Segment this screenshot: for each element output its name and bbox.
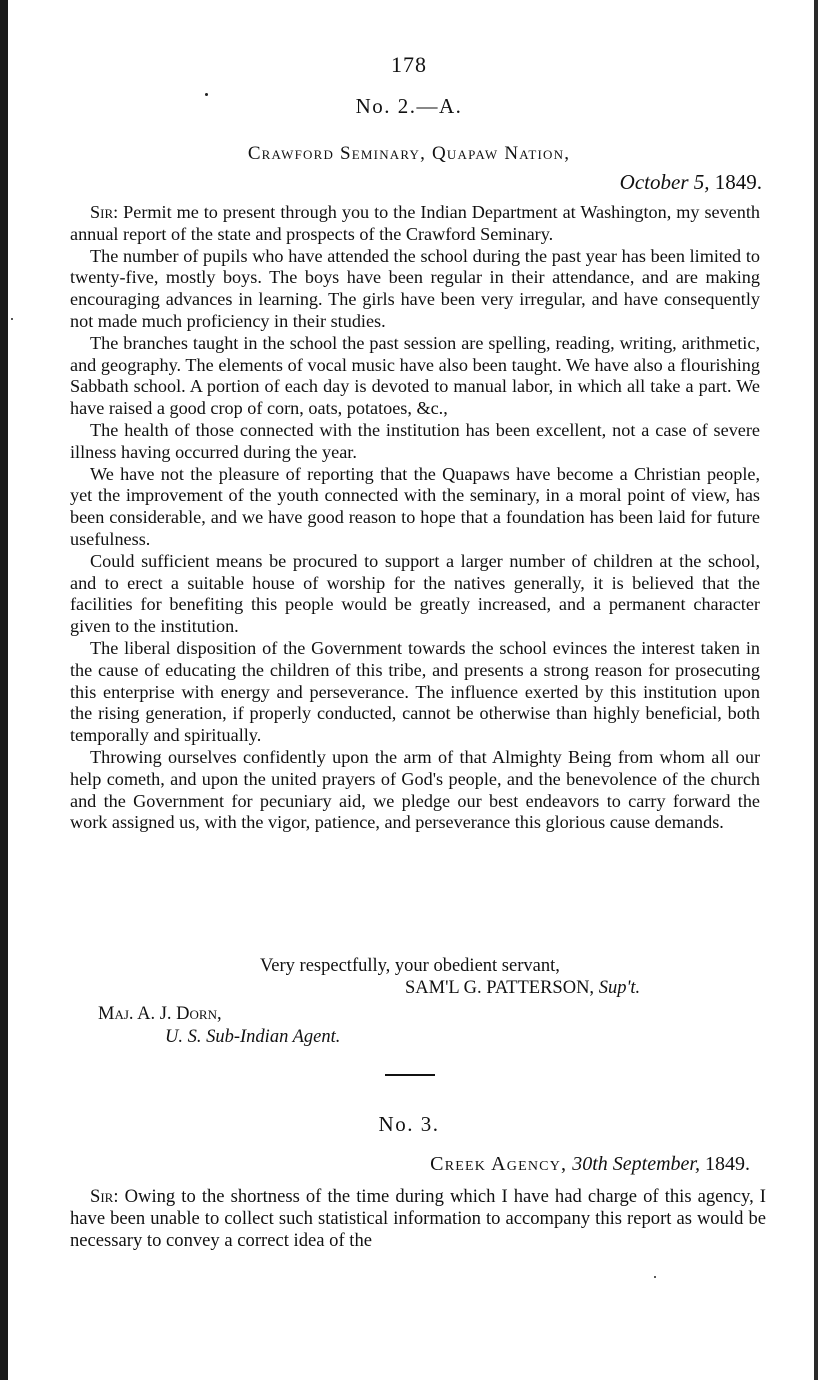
letter1-paragraph: Sir: Permit me to present through you to the Indian Department at Washington, my seventh annual report of the state and prospects of the Crawford Seminary. bbox=[70, 202, 760, 244]
letter1-salutation: Sir: bbox=[90, 202, 119, 222]
letter1-date-year: 1849. bbox=[714, 170, 762, 194]
letter2-dateline bbox=[430, 1153, 750, 1176]
letter1-paragraph: Throwing ourselves confidently upon the arm of that Almighty Being from whom all our help cometh, and upon the united prayers of God's people, and the benevolence of the church and the Government for pecuniary aid, we pledge our best endeavors to carry forward the work assigned us, with the vigor, patience, and perseverance this glorious cause demands. bbox=[70, 746, 760, 833]
signature-title: Sup't. bbox=[598, 978, 641, 998]
page-edge-left bbox=[0, 0, 8, 1380]
signature-name: SAM'L G. PATTERSON, bbox=[405, 978, 595, 998]
letter2-heading: No. 3. bbox=[378, 1112, 440, 1136]
letter1-paragraph: The health of those connected with the institution has been excellent, not a case of severe illness having occurred during the year. bbox=[70, 419, 760, 462]
print-speck bbox=[654, 1276, 656, 1278]
letter1-place: Crawford Seminary, Quapaw Nation, bbox=[247, 143, 571, 164]
letter2-date: 30th September, bbox=[572, 1153, 700, 1175]
print-speck bbox=[205, 93, 208, 96]
letter1-paragraph: The liberal disposition of the Government towards the school evinces the interest taken in the cause of educating the children of this tribe, and presents a strong reason for prosecuting this enterprise with energy and perseverance. The influence exerted by this institution upon the rising generation, if properly conducted, cannot be otherwise than highly beneficial, both temporally and spiritually. bbox=[70, 637, 760, 746]
letter1-paragraph: The branches taught in the school the past session are spelling, reading, writing, arithmetic, and geography. The elements of vocal music have also been taught. We have also a flourishing Sabbath school. A portion of each day is devoted to manual labor, in which all take a part. We have raised a good crop of corn, oats, potatoes, &c., bbox=[70, 332, 760, 419]
page-edge-right bbox=[814, 0, 818, 1380]
letter1-closing: Very respectfully, your obedient servant, bbox=[260, 956, 560, 976]
letter1-paragraph: We have not the pleasure of reporting that the Quapaws have become a Christian people, yet the improvement of the youth connected with the seminary, in a moral point of view, has been considerable, and we have good reason to hope that a foundation has been laid for future usefulness. bbox=[70, 463, 760, 549]
letter1-date-day: October 5, bbox=[619, 170, 710, 194]
letter1-paragraph: Could sufficient means be procured to support a larger number of children at the school, and to erect a suitable house of worship for the natives generally, it is believed that the facilities for benefiting this people would be greatly increased, and a permanent character given to the institution. bbox=[70, 550, 760, 637]
letter1-heading: No. 2.—A. bbox=[355, 94, 463, 118]
letter2-place: Creek Agency, bbox=[430, 1153, 568, 1175]
letter2-body bbox=[70, 1186, 766, 1252]
section-divider bbox=[385, 1074, 435, 1076]
letter1-date bbox=[620, 170, 762, 195]
letter2-year: 1849. bbox=[705, 1153, 750, 1175]
addressee-title: U. S. Sub-Indian Agent. bbox=[165, 1027, 341, 1047]
letter2-paragraph: Sir: Owing to the shortness of the time during which I have had charge of this agency, I have been unable to collect such statistical information to accompany this report as would be necessary to convey a correct idea of the bbox=[70, 1186, 766, 1251]
addressee-name: Maj. A. J. Dorn, bbox=[98, 1004, 222, 1024]
letter2-salutation: Sir: bbox=[90, 1186, 119, 1207]
print-speck bbox=[11, 318, 13, 320]
letter1-body bbox=[70, 202, 760, 834]
page-number: 178 bbox=[391, 52, 427, 77]
letter1-signature bbox=[405, 978, 640, 999]
letter1-paragraph: The number of pupils who have attended the school during the past year has been limited to twenty-five, mostly boys. The boys have been regular in their attendance, and are making encouraging advances in learning. The girls have been very irregular, and have consequently not made much proficiency in their studies. bbox=[70, 245, 760, 331]
